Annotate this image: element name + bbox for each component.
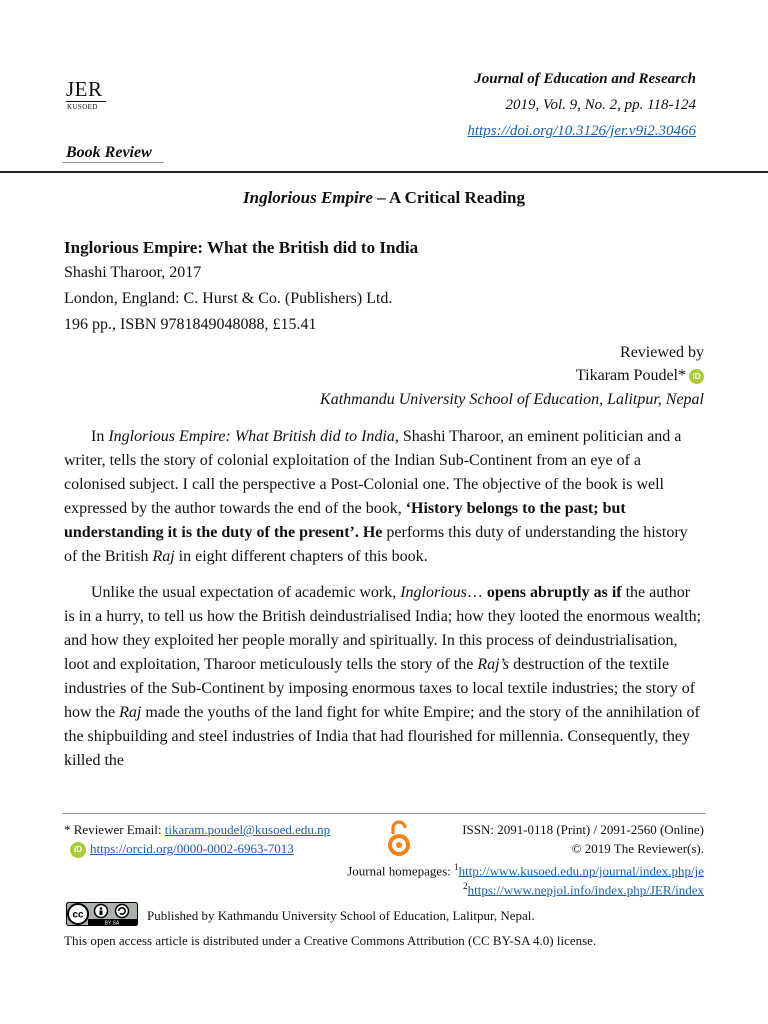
text: the author is in a hurry, to tell us how the British deindustrialised India; how they looted the enormous wealth; and how they exploited her people morally and spiritually. In this process of deindustrialisation, loot and exploitation, Tharoor meticulously tells the story of the	[64, 584, 702, 673]
license-statement: This open access article is distributed under a Creative Commons Attribution (CC BY-SA 4.0) license.	[64, 933, 597, 948]
article-title-rest: – A Critical Reading	[372, 188, 525, 207]
text: destruction of the textile industries of the Sub-Continent by imposing enormous taxes to local textile industries; the story of how the	[64, 656, 696, 721]
volume-info: 2019, Vol. 9, No. 2, pp. 118-124	[505, 97, 696, 113]
email-label: * Reviewer Email:	[64, 822, 165, 837]
published-by: Published by Kathmandu University School of Education, Lalitpur, Nepal.	[147, 908, 535, 923]
issn: ISSN: 2091-0118 (Print) / 2091-2560 (Online)	[462, 822, 704, 837]
journal-name: Journal of Education and Research	[474, 71, 696, 87]
italic-term: Raj	[152, 548, 175, 565]
header-rule	[0, 171, 768, 173]
italic-term: Inglorious	[400, 584, 467, 601]
cc-badge-label: BY SA	[104, 920, 120, 926]
reviewer-email-line	[64, 822, 330, 838]
reviewer-email-link[interactable]: tikaram.poudel@kusoed.edu.np	[164, 822, 331, 837]
open-access-icon	[386, 818, 412, 858]
section-label: Book Review	[66, 144, 152, 161]
orcid-icon[interactable]: iD	[689, 369, 704, 384]
bold-phrase: opens abruptly as if	[486, 584, 622, 601]
svg-text:cc: cc	[72, 909, 84, 921]
doi-link[interactable]: https://doi.org/10.3126/jer.v9i2.30466	[467, 123, 696, 139]
article-title-italic: Inglorious Empire	[243, 188, 373, 207]
footnote-marker: 2	[463, 881, 468, 891]
paragraph-2	[64, 581, 704, 773]
text: , Shashi Tharoor, an eminent politician and a writer, tells the story of colonial exploitation of the Indian Sub-Continent from an eye of a colonised subject. I call the perspective a Post-Colonial one. The objective of the book is well expressed by the author towards the end of the book,	[64, 428, 682, 517]
journal-logo-subtitle: KUSOED	[67, 103, 98, 111]
text: …	[466, 584, 487, 601]
italic-term: Raj	[119, 704, 142, 721]
italic-term: Raj’s	[477, 656, 510, 673]
copyright: © 2019 The Reviewer(s).	[571, 841, 704, 856]
text: performs this duty of understanding the history of the British	[64, 524, 688, 565]
book-details: 196 pp., ISBN 9781849048088, £15.41	[64, 316, 317, 333]
text: in eight different chapters of this book.	[174, 548, 428, 565]
journal-homepage-2	[463, 881, 704, 898]
cc-by-sa-license-icon[interactable]	[66, 902, 138, 926]
book-author-year: Shashi Tharoor, 2017	[64, 264, 202, 281]
reviewer-name: Tikaram Poudel*	[575, 367, 686, 384]
homepage-link-1[interactable]: http://www.kusoed.edu.np/journal/index.php/je	[458, 863, 704, 879]
review-body	[64, 425, 704, 773]
journal-logo: JER	[66, 77, 103, 101]
text: Unlike the usual expectation of academic work,	[91, 584, 401, 601]
footnote-rule	[62, 813, 706, 814]
homepage-link-2[interactable]: https://www.nepjol.info/index.php/JER/index	[467, 882, 704, 898]
article-title	[0, 188, 768, 208]
orcid-icon: iD	[70, 842, 86, 858]
reviewed-by-label: Reviewed by	[620, 344, 704, 361]
orcid-link[interactable]: https://orcid.org/0000-0002-6963-7013	[90, 841, 294, 856]
reviewer-name-line	[576, 367, 704, 385]
book-title: Inglorious Empire: What the British did to India	[64, 238, 419, 257]
journal-homepage-1	[347, 862, 704, 879]
orcid-line	[70, 841, 294, 858]
book-publisher: London, England: C. Hurst & Co. (Publishers) Ltd.	[64, 290, 393, 307]
book-title-italic: Inglorious Empire: What British did to India	[108, 428, 395, 445]
footnote-marker: 1	[454, 862, 459, 872]
reviewer-affiliation: Kathmandu University School of Education, Lalitpur, Nepal	[320, 391, 704, 408]
homepages-label: Journal homepages:	[347, 863, 455, 879]
section-underline	[62, 162, 164, 163]
text: made the youths of the land fight for white Empire; and the story of the annihilation of the shipbuilding and steel industries of India that had flourished for millennia. Consequently, they killed the	[64, 704, 700, 769]
quote-bold: ‘History belongs to the past; but understanding it is the duty of the present’. He	[64, 500, 626, 541]
paragraph-1	[64, 425, 704, 569]
logo-divider	[66, 101, 106, 102]
text: In	[91, 428, 109, 445]
